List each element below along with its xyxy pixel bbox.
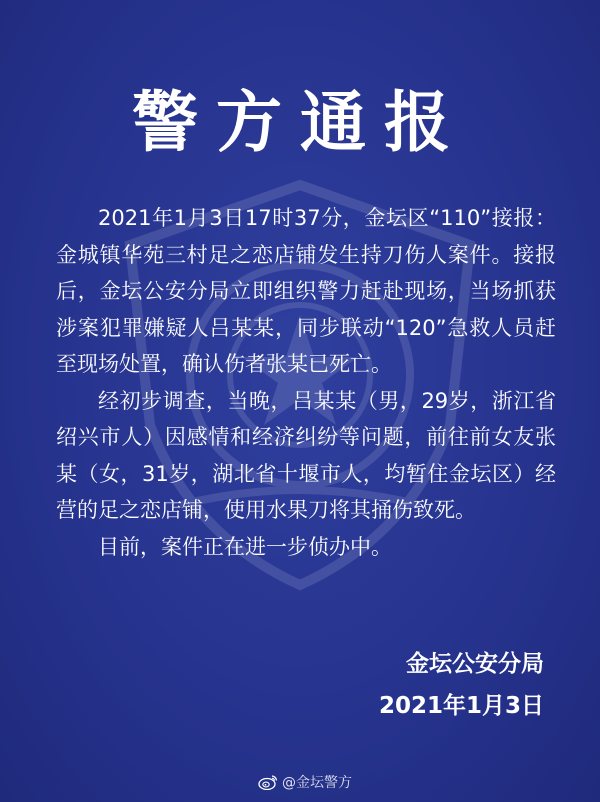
watermark-text: @金坛警方: [282, 775, 352, 791]
notice-paragraph: 2021年1月3日17时37分，金坛区“110”接报：金城镇华苑三村足之恋店铺发生持刀伤人案件。接报后，金坛公安分局立即组织警力赶赴现场，当场抓获涉案犯罪嫌疑人吕某某，同步联动“120”急救人员赶至现场处置，确认伤者张某已死亡。: [56, 206, 556, 376]
notice-paragraph: 经初步调查，当晚，吕某某（男，29岁，浙江省绍兴市人）因感情和经济纠纷等问题，前往前女友张某（女，31岁，湖北省十堰市人，均暂住金坛区）经营的足之恋店铺，使用水果刀将其捅伤致死。: [56, 388, 556, 522]
notice-title: 警方通报: [132, 84, 468, 161]
signature-block: [244, 643, 544, 727]
notice-body: [56, 200, 556, 565]
notice-paragraph: 目前，案件正在进一步侦办中。: [98, 534, 392, 559]
weibo-watermark: [258, 772, 352, 792]
issuer-name: 金坛公安分局: [406, 651, 544, 677]
issue-date: 2021年1月3日: [378, 693, 544, 719]
weibo-icon: [258, 774, 278, 790]
